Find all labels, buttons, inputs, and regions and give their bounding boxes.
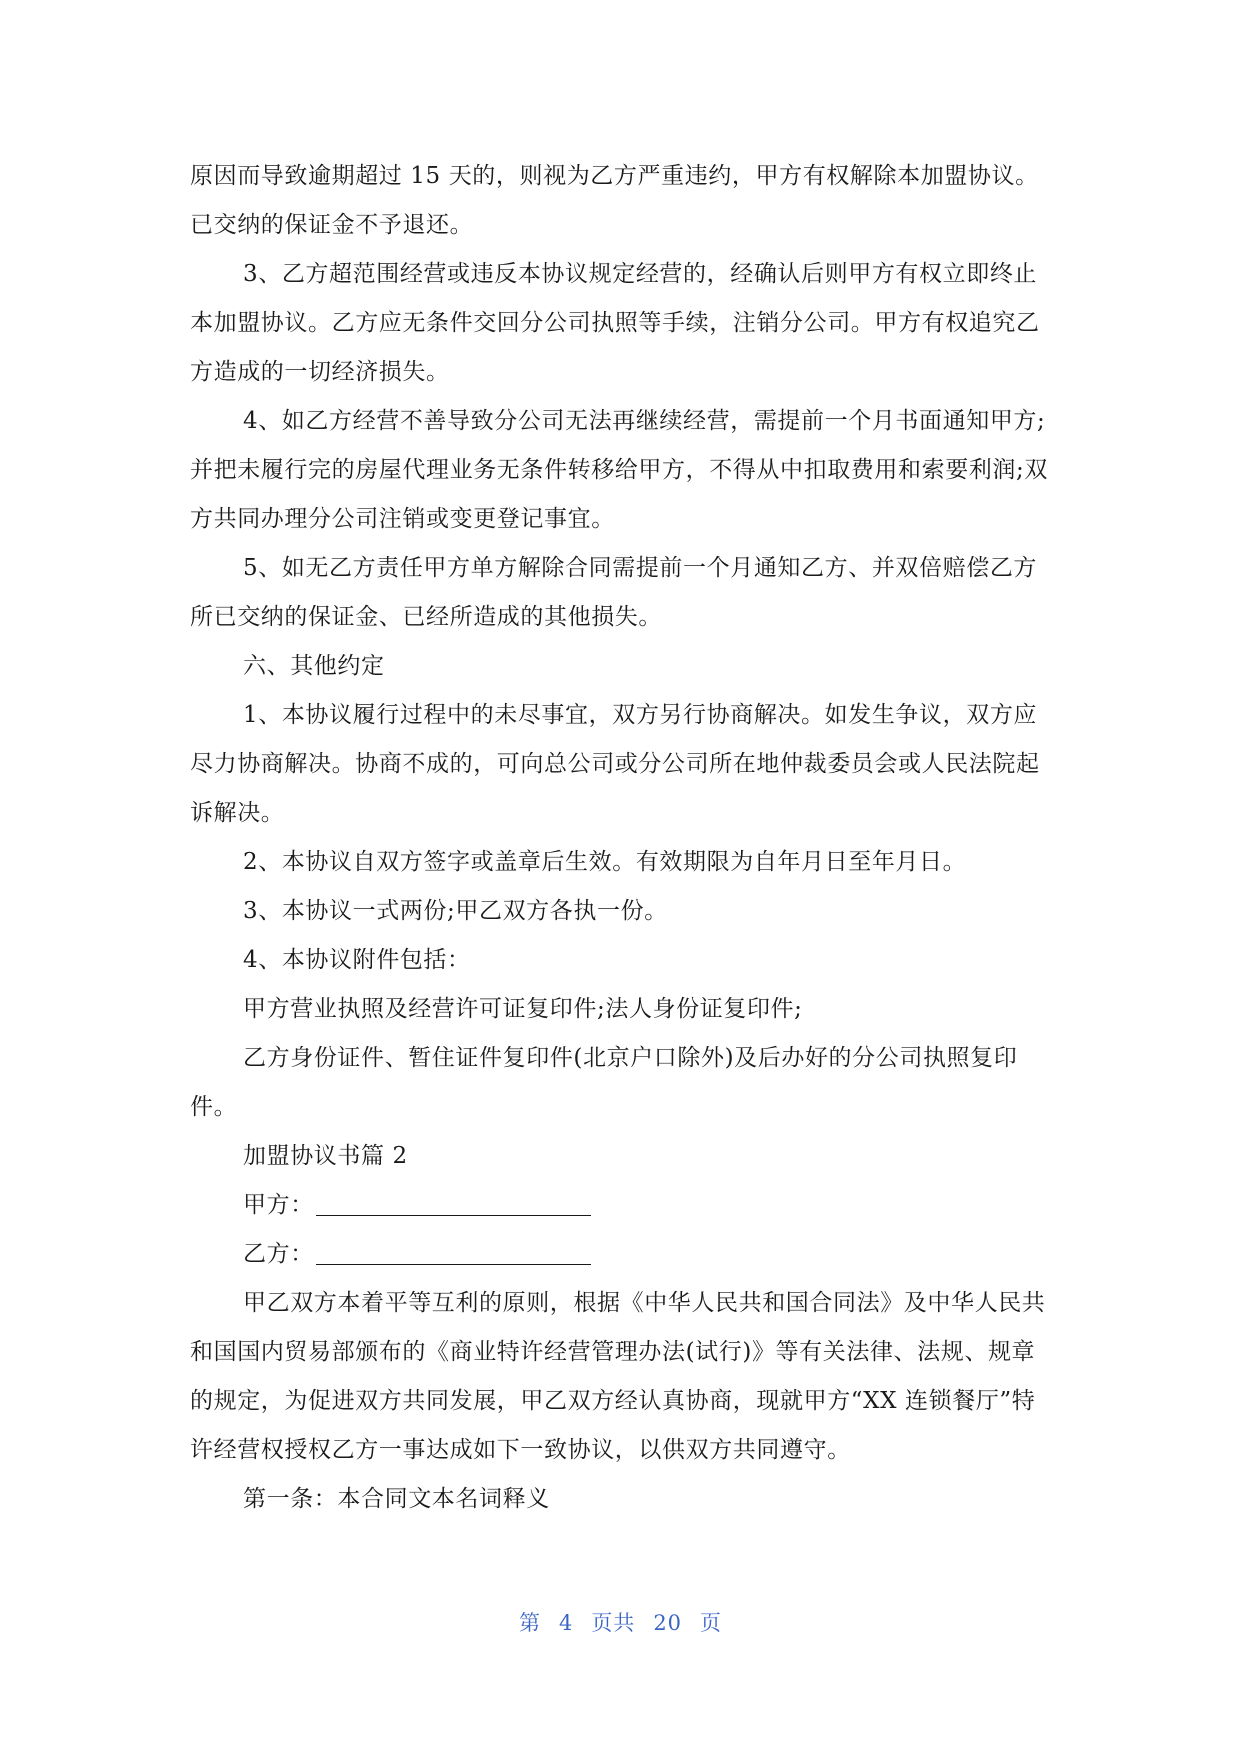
- section-heading-other: 六、其他约定: [243, 653, 385, 679]
- footer-total-pages: 20: [653, 1611, 683, 1635]
- paragraph-preamble: 甲乙双方本着平等互利的原则，根据《中华人民共和国合同法》及中华人民共和国国内贸易部颁布的《商业特许经营管理办法(试行)》等有关法律、法规、规章的规定，为促进双方共同发展，甲乙双方经认真协商，现就甲方“XX 连锁餐厅”特许经营权授权乙方一事达成如下一致协议，以供双方共同遵守。: [190, 1290, 1046, 1463]
- footer-mid: 页共: [591, 1611, 636, 1635]
- party-a-blank: [316, 1185, 591, 1216]
- footer-suffix: 页: [700, 1611, 723, 1635]
- party-b-blank: [316, 1234, 591, 1265]
- paragraph-continuation: 原因而导致逾期超过 15 天的，则视为乙方严重违约，甲方有权解除本加盟协议。已交纳的保证金不予退还。: [190, 163, 1039, 238]
- paragraph-attachment-a: 甲方营业执照及经营许可证复印件;法人身份证复印件;: [243, 996, 803, 1022]
- paragraph-attachment-b: 乙方身份证件、暂住证件复印件(北京户口除外)及后办好的分公司执照复印件。: [190, 1045, 1018, 1120]
- paragraph-clause-3: 3、乙方超范围经营或违反本协议规定经营的，经确认后则甲方有权立即终止本加盟协议。乙方应无条件交回分公司执照等手续，注销分公司。甲方有权追究乙方造成的一切经济损失。: [190, 261, 1040, 385]
- page-footer: [0, 1607, 1241, 1637]
- footer-page-number: 4: [558, 1611, 574, 1635]
- section-title-part-2: 加盟协议书篇 2: [243, 1143, 408, 1169]
- paragraph-other-1: 1、本协议履行过程中的未尽事宜，双方另行协商解决。如发生争议，双方应尽力协商解决。协商不成的，可向总公司或分公司所在地仲裁委员会或人民法院起诉解决。: [190, 702, 1040, 826]
- paragraph-clause-5: 5、如无乙方责任甲方单方解除合同需提前一个月通知乙方、并双倍赔偿乙方所已交纳的保证金、已经所造成的其他损失。: [190, 555, 1038, 630]
- paragraph-other-4: 4、本协议附件包括：: [243, 947, 471, 973]
- footer-prefix: 第: [518, 1611, 541, 1635]
- article-1-heading: 第一条：本合同文本名词释义: [243, 1486, 550, 1512]
- party-a-label: 甲方：: [243, 1192, 314, 1218]
- paragraph-other-3: 3、本协议一式两份;甲乙双方各执一份。: [243, 898, 668, 924]
- party-b-line: [190, 1230, 1056, 1279]
- party-b-label: 乙方：: [243, 1241, 314, 1267]
- paragraph-other-2: 2、本协议自双方签字或盖章后生效。有效期限为自年月日至年月日。: [243, 849, 967, 875]
- paragraph-clause-4: 4、如乙方经营不善导致分公司无法再继续经营，需提前一个月书面通知甲方;并把未履行完的房屋代理业务无条件转移给甲方，不得从中扣取费用和索要利润;双方共同办理分公司注销或变更登记事宜。: [190, 408, 1048, 532]
- party-a-line: [190, 1181, 1056, 1230]
- document-body: [190, 152, 1056, 1524]
